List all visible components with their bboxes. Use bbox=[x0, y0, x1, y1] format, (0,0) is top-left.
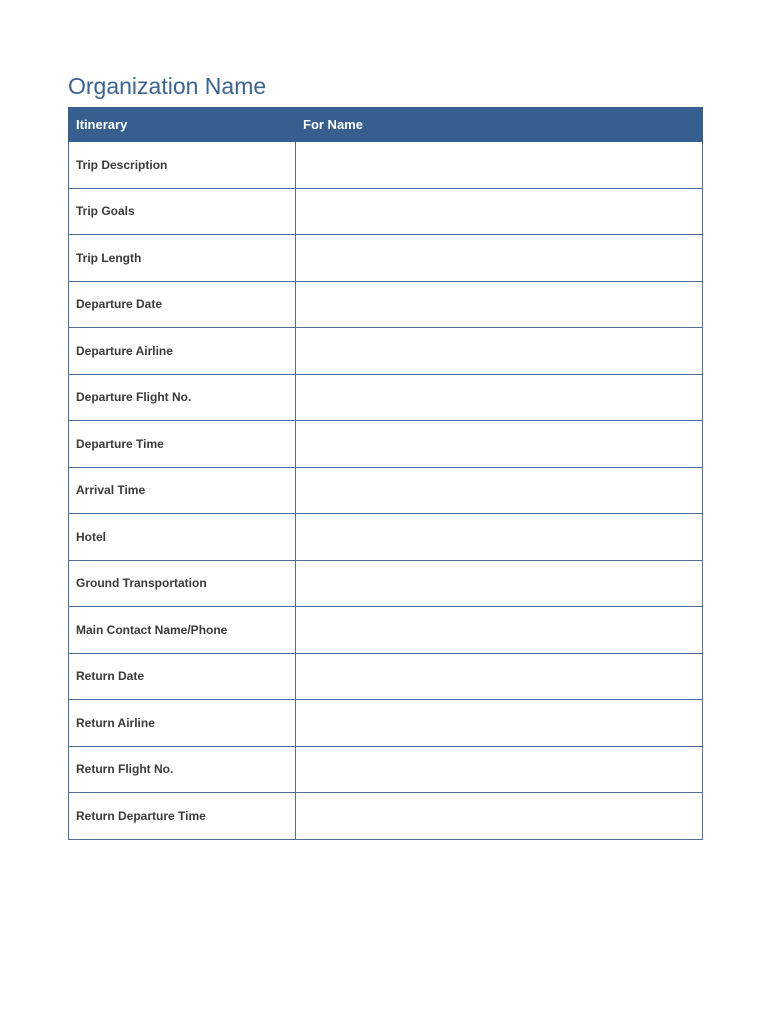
row-label: Arrival Time bbox=[69, 467, 296, 514]
row-value-cell[interactable] bbox=[296, 793, 703, 840]
row-label: Ground Transportation bbox=[69, 560, 296, 607]
page-title: Organization Name bbox=[68, 73, 267, 99]
table-row bbox=[69, 560, 703, 607]
table-row bbox=[69, 467, 703, 514]
row-value-cell[interactable] bbox=[296, 746, 703, 793]
table-row bbox=[69, 607, 703, 654]
row-label: Return Date bbox=[69, 653, 296, 700]
table-row bbox=[69, 235, 703, 282]
row-label: Return Departure Time bbox=[69, 793, 296, 840]
row-value-cell[interactable] bbox=[296, 514, 703, 561]
row-value-cell[interactable] bbox=[296, 235, 703, 282]
row-label: Departure Time bbox=[69, 421, 296, 468]
header-itinerary: Itinerary bbox=[69, 108, 296, 142]
header-for-name: For Name bbox=[296, 108, 703, 142]
row-label: Departure Flight No. bbox=[69, 374, 296, 421]
row-value-cell[interactable] bbox=[296, 421, 703, 468]
table-row bbox=[69, 653, 703, 700]
row-label: Trip Length bbox=[69, 235, 296, 282]
row-label: Trip Goals bbox=[69, 188, 296, 235]
itinerary-table bbox=[68, 107, 703, 840]
row-label: Trip Description bbox=[69, 142, 296, 189]
table-header-row bbox=[69, 108, 703, 142]
table-row bbox=[69, 700, 703, 747]
row-label: Departure Date bbox=[69, 281, 296, 328]
row-value-cell[interactable] bbox=[296, 281, 703, 328]
row-value-cell[interactable] bbox=[296, 700, 703, 747]
row-value-cell[interactable] bbox=[296, 653, 703, 700]
table-row bbox=[69, 746, 703, 793]
row-value-cell[interactable] bbox=[296, 560, 703, 607]
table-row bbox=[69, 328, 703, 375]
row-value-cell[interactable] bbox=[296, 142, 703, 189]
table-row bbox=[69, 188, 703, 235]
row-value-cell[interactable] bbox=[296, 328, 703, 375]
row-value-cell[interactable] bbox=[296, 467, 703, 514]
row-value-cell[interactable] bbox=[296, 607, 703, 654]
row-label: Return Airline bbox=[69, 700, 296, 747]
row-value-cell[interactable] bbox=[296, 188, 703, 235]
table-row bbox=[69, 421, 703, 468]
table-row bbox=[69, 793, 703, 840]
row-label: Hotel bbox=[69, 514, 296, 561]
table-row bbox=[69, 374, 703, 421]
table-row bbox=[69, 514, 703, 561]
row-label: Departure Airline bbox=[69, 328, 296, 375]
table-row bbox=[69, 142, 703, 189]
table-body bbox=[69, 142, 703, 840]
row-label: Return Flight No. bbox=[69, 746, 296, 793]
row-label: Main Contact Name/Phone bbox=[69, 607, 296, 654]
table-row bbox=[69, 281, 703, 328]
row-value-cell[interactable] bbox=[296, 374, 703, 421]
